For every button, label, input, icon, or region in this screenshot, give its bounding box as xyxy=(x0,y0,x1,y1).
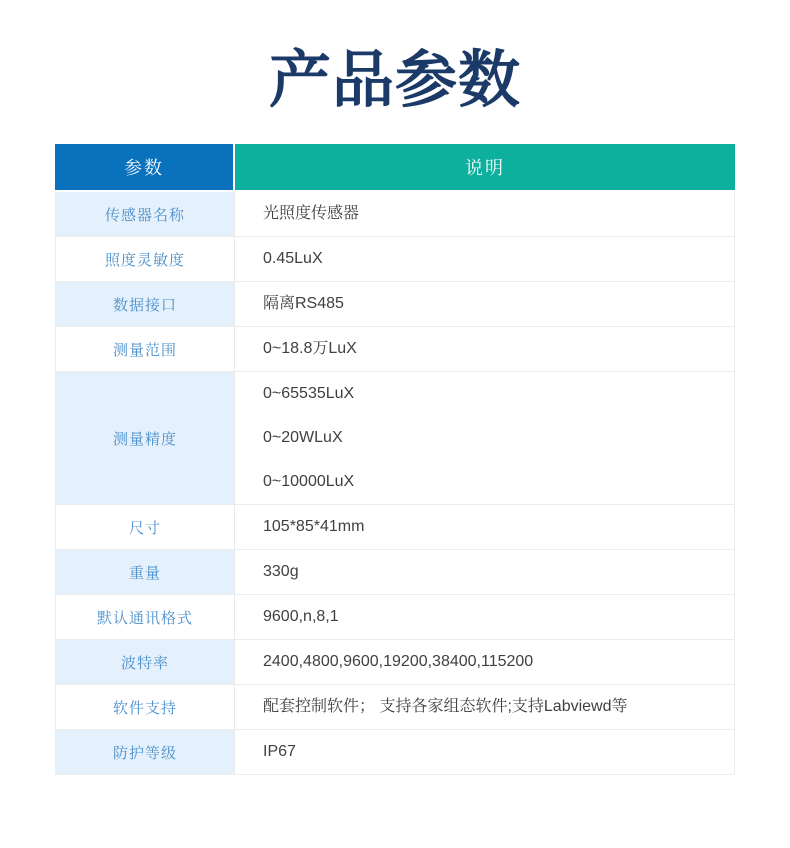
table-header xyxy=(55,144,735,190)
row-value-cell xyxy=(235,685,734,729)
row-label: 测量范围 xyxy=(112,341,177,359)
row-label-cell xyxy=(56,282,235,326)
row-value-line: 隔离RS485 xyxy=(263,295,344,313)
table-row xyxy=(56,505,734,550)
row-value-line: 0~10000LuX xyxy=(263,473,355,491)
row-value-line: 0~20WLuX xyxy=(263,429,343,447)
row-label: 数据接口 xyxy=(112,296,177,314)
row-label: 软件支持 xyxy=(112,699,177,717)
row-value-line: 0~18.8万LuX xyxy=(263,340,357,358)
row-value-line: 0.45LuX xyxy=(263,250,323,268)
table-row xyxy=(56,327,734,372)
table-row xyxy=(56,237,734,282)
row-value-line: 0~65535LuX xyxy=(263,385,355,403)
row-label: 测量精度 xyxy=(112,430,177,448)
table-row xyxy=(56,550,734,595)
row-label: 照度灵敏度 xyxy=(104,251,185,269)
row-label-cell xyxy=(56,640,235,684)
row-label: 尺寸 xyxy=(128,519,161,537)
row-value-line: 配套控制软件； 支持各家组态软件;支持Labviewd等 xyxy=(263,698,628,716)
row-value-line: 105*85*41mm xyxy=(263,518,365,536)
row-label: 重量 xyxy=(128,564,161,582)
row-label-cell xyxy=(56,327,235,371)
row-label-cell xyxy=(56,192,235,236)
row-label-cell xyxy=(56,730,235,774)
header-cell-desc: 说明 xyxy=(235,144,735,190)
table-row xyxy=(56,372,734,505)
row-value-cell xyxy=(235,505,734,549)
row-label-cell xyxy=(56,685,235,729)
row-label-cell xyxy=(56,505,235,549)
row-label: 默认通讯格式 xyxy=(96,609,193,627)
row-value-cell xyxy=(235,282,734,326)
table-row xyxy=(56,595,734,640)
table-row xyxy=(56,730,734,774)
table-row xyxy=(56,685,734,730)
row-label-cell xyxy=(56,595,235,639)
row-label-cell xyxy=(56,237,235,281)
row-value-cell xyxy=(235,730,734,774)
row-value-line: 光照度传感器 xyxy=(263,205,360,223)
page-title: 产品参数 xyxy=(268,46,521,115)
row-label: 波特率 xyxy=(120,654,169,672)
table-body xyxy=(55,192,735,775)
table-row xyxy=(56,282,734,327)
row-value-line: 9600,n,8,1 xyxy=(263,608,339,626)
row-value-line: 330g xyxy=(263,563,299,581)
table-row xyxy=(56,192,734,237)
row-value-cell xyxy=(235,237,734,281)
row-value-cell xyxy=(235,640,734,684)
row-value-cell xyxy=(235,372,734,504)
table-row xyxy=(56,640,734,685)
row-label: 传感器名称 xyxy=(104,206,185,224)
row-value-cell xyxy=(235,327,734,371)
row-value-line: 2400,4800,9600,19200,38400,115200 xyxy=(263,653,534,671)
row-label-cell xyxy=(56,372,235,504)
row-value-cell xyxy=(235,192,734,236)
row-value-cell xyxy=(235,595,734,639)
row-value-line: IP67 xyxy=(263,743,296,761)
row-label: 防护等级 xyxy=(112,744,177,762)
row-label-cell xyxy=(56,550,235,594)
params-table xyxy=(55,144,735,775)
row-value-cell xyxy=(235,550,734,594)
header-cell-param: 参数 xyxy=(55,144,235,190)
